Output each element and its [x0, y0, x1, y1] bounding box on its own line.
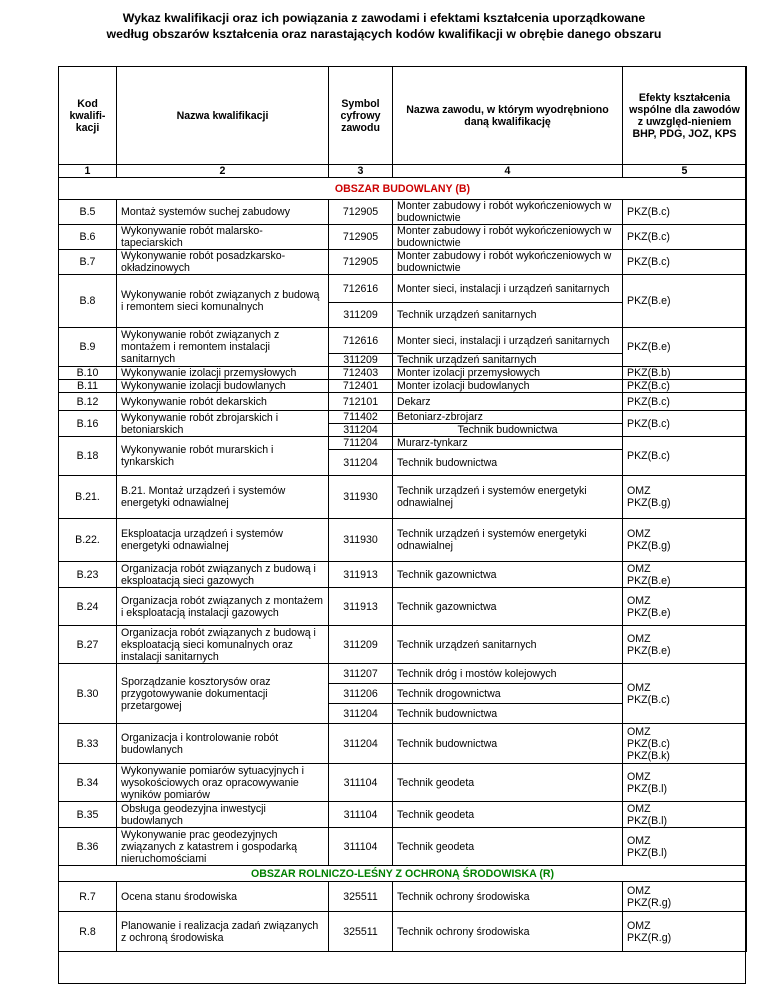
cell-symbol: 712905: [329, 250, 393, 275]
cell-zawod: Technik urządzeń i systemów energetyki odnawialnej: [393, 519, 623, 562]
cell-symbol: 311104: [329, 828, 393, 866]
cell-efekty: PKZ(B.e): [623, 328, 747, 367]
table-row: [59, 764, 747, 802]
cell-efekty: PKZ(B.c): [623, 437, 747, 476]
title-line-1: Wykaz kwalifikacji oraz ich powiązania z zawodami i efektami kształcenia uporządkowane: [122, 11, 646, 25]
table-row: [59, 912, 747, 952]
cell-efekty: OMZ PKZ(R.g): [623, 912, 747, 952]
column-number: 5: [623, 165, 747, 178]
table-row: [59, 519, 747, 562]
cell-nazwa: Wykonywanie robót malarsko-tapeciarskich: [117, 225, 329, 250]
table-row: [59, 393, 747, 411]
cell-zawod: Technik urządzeń sanitarnych: [393, 303, 623, 328]
header-row: [59, 67, 747, 165]
qualifications-table: [58, 66, 747, 952]
cell-zawod: Monter izolacji przemysłowych: [393, 367, 623, 380]
cell-zawod: Dekarz: [393, 393, 623, 411]
cell-efekty: PKZ(B.c): [623, 250, 747, 275]
cell-kod: B.7: [59, 250, 117, 275]
cell-symbol: 311206: [329, 684, 393, 704]
cell-symbol: 311204: [329, 450, 393, 476]
cell-symbol: 311930: [329, 519, 393, 562]
cell-nazwa: Montaż systemów suchej zabudowy: [117, 200, 329, 225]
cell-symbol: 311104: [329, 764, 393, 802]
cell-nazwa: Organizacja robót związanych z budową i eksploatacją sieci komunalnych oraz instalacji sanitarnych: [117, 626, 329, 664]
cell-nazwa: Wykonywanie robót związanych z montażem i remontem instalacji sanitarnych: [117, 328, 329, 367]
cell-efekty: OMZ PKZ(B.l): [623, 802, 747, 828]
cell-nazwa: Wykonywanie robót murarskich i tynkarskich: [117, 437, 329, 476]
cell-kod: B.33: [59, 724, 117, 764]
cell-kod: B.5: [59, 200, 117, 225]
cell-zawod: Betoniarz-zbrojarz: [393, 411, 623, 424]
cell-efekty: OMZ PKZ(R.g): [623, 882, 747, 912]
cell-kod: B.6: [59, 225, 117, 250]
cell-efekty: PKZ(B.c): [623, 200, 747, 225]
cell-kod: B.24: [59, 588, 117, 626]
cell-nazwa: Obsługa geodezyjna inwestycji budowlanych: [117, 802, 329, 828]
header-efekty: Efekty kształcenia wspólne dla zawodów z uwzględ-nieniem BHP, PDG, JOZ, KPS: [623, 67, 747, 165]
cell-kod: R.8: [59, 912, 117, 952]
cell-zawod: Monter zabudowy i robót wykończeniowych w budownictwie: [393, 200, 623, 225]
cell-zawod: Technik ochrony środowiska: [393, 912, 623, 952]
section-title-rolniczy: OBSZAR ROLNICZO-LEŚNY Z OCHRONĄ ŚRODOWISKA (R): [59, 866, 747, 882]
cell-zawod: Technik urządzeń sanitarnych: [393, 354, 623, 367]
cell-nazwa: Wykonywanie izolacji budowlanych: [117, 380, 329, 393]
cell-symbol: 712101: [329, 393, 393, 411]
table-row: [59, 476, 747, 519]
table-row: [59, 724, 747, 764]
table-row: [59, 225, 747, 250]
table-row: [59, 367, 747, 380]
cell-efekty: PKZ(B.c): [623, 225, 747, 250]
cell-nazwa: Wykonywanie robót posadzkarsko-okładzinowych: [117, 250, 329, 275]
column-number: 1: [59, 165, 117, 178]
table-row: [59, 411, 747, 424]
cell-efekty: PKZ(B.c): [623, 411, 747, 437]
cell-kod: B.22.: [59, 519, 117, 562]
cell-symbol: 311209: [329, 354, 393, 367]
cell-nazwa: Wykonywanie prac geodezyjnych związanych z katastrem i gospodarką nieruchomościami: [117, 828, 329, 866]
section-row: [59, 866, 747, 882]
cell-symbol: 311104: [329, 802, 393, 828]
cell-kod: B.10: [59, 367, 117, 380]
table-row: [59, 588, 747, 626]
cell-kod: B.34: [59, 764, 117, 802]
cell-nazwa: Wykonywanie pomiarów sytuacyjnych i wysokościowych oraz opracowywanie wyników pomiarów: [117, 764, 329, 802]
cell-zawod: Technik gazownictwa: [393, 562, 623, 588]
cell-symbol: 311209: [329, 303, 393, 328]
cell-zawod: Monter zabudowy i robót wykończeniowych w budownictwie: [393, 225, 623, 250]
table-row: [59, 664, 747, 684]
cell-kod: B.23: [59, 562, 117, 588]
cell-efekty: PKZ(B.c): [623, 393, 747, 411]
cell-symbol: 311930: [329, 476, 393, 519]
header-kod: Kod kwalifi-kacji: [59, 67, 117, 165]
cell-kod: B.8: [59, 275, 117, 328]
cell-zawod: Technik drogownictwa: [393, 684, 623, 704]
cell-symbol: 311913: [329, 562, 393, 588]
header-zawod: Nazwa zawodu, w którym wyodrębniono daną kwalifikację: [393, 67, 623, 165]
cell-efekty: OMZ PKZ(B.g): [623, 476, 747, 519]
section-title-budowlany: OBSZAR BUDOWLANY (B): [59, 178, 747, 200]
table-row: [59, 562, 747, 588]
cell-kod: B.16: [59, 411, 117, 437]
cell-efekty: OMZ PKZ(B.l): [623, 764, 747, 802]
cell-zawod: Technik geodeta: [393, 828, 623, 866]
cell-symbol: 325511: [329, 882, 393, 912]
table-row: [59, 828, 747, 866]
cell-symbol: 311204: [329, 424, 393, 437]
document-title: [14, 10, 754, 42]
cell-zawod: Technik geodeta: [393, 764, 623, 802]
cell-kod: B.11: [59, 380, 117, 393]
table-row: [59, 275, 747, 303]
table-row: [59, 250, 747, 275]
cell-zawod: Monter zabudowy i robót wykończeniowych w budownictwie: [393, 250, 623, 275]
title-line-2: według obszarów kształcenia oraz narastających kodów kwalifikacji w obrębie danego obszaru: [106, 27, 662, 41]
table-row: [59, 328, 747, 354]
cell-efekty: OMZ PKZ(B.c) PKZ(B.k): [623, 724, 747, 764]
cell-zawod: Monter sieci, instalacji i urządzeń sanitarnych: [393, 275, 623, 303]
cell-efekty: OMZ PKZ(B.c): [623, 664, 747, 724]
cell-nazwa: Organizacja robót związanych z montażem i eksploatacją instalacji gazowych: [117, 588, 329, 626]
cell-zawod: Technik urządzeń sanitarnych: [393, 626, 623, 664]
cell-symbol: 311209: [329, 626, 393, 664]
cell-symbol: 311913: [329, 588, 393, 626]
cell-symbol: 311204: [329, 704, 393, 724]
cell-nazwa: Wykonywanie robót zbrojarskich i betoniarskich: [117, 411, 329, 437]
cell-kod: B.27: [59, 626, 117, 664]
table-row: [59, 437, 747, 450]
table-row: [59, 380, 747, 393]
cell-kod: B.30: [59, 664, 117, 724]
header-nazwa: Nazwa kwalifikacji: [117, 67, 329, 165]
cell-kod: B.35: [59, 802, 117, 828]
cell-efekty: OMZ PKZ(B.g): [623, 519, 747, 562]
cell-kod: R.7: [59, 882, 117, 912]
cell-symbol: 311207: [329, 664, 393, 684]
cell-zawod: Technik gazownictwa: [393, 588, 623, 626]
cell-zawod: Technik budownictwa: [393, 424, 623, 437]
cell-symbol: 712616: [329, 275, 393, 303]
cell-kod: B.12: [59, 393, 117, 411]
cell-nazwa: B.21. Montaż urządzeń i systemów energetyki odnawialnej: [117, 476, 329, 519]
column-number: 2: [117, 165, 329, 178]
cell-zawod: Monter sieci, instalacji i urządzeń sanitarnych: [393, 328, 623, 354]
cell-efekty: OMZ PKZ(B.e): [623, 562, 747, 588]
cell-symbol: 311204: [329, 724, 393, 764]
table-row: [59, 200, 747, 225]
cell-zawod: Monter izolacji budowlanych: [393, 380, 623, 393]
cell-symbol: 712403: [329, 367, 393, 380]
cell-symbol: 325511: [329, 912, 393, 952]
cell-zawod: Technik geodeta: [393, 802, 623, 828]
column-number: 4: [393, 165, 623, 178]
cell-nazwa: Eksploatacja urządzeń i systemów energetyki odnawialnej: [117, 519, 329, 562]
cell-nazwa: Organizacja robót związanych z budową i eksploatacją sieci gazowych: [117, 562, 329, 588]
cell-nazwa: Wykonywanie robót związanych z budową i remontem sieci komunalnych: [117, 275, 329, 328]
cell-efekty: PKZ(B.e): [623, 275, 747, 328]
cell-zawod: Murarz-tynkarz: [393, 437, 623, 450]
column-number: 3: [329, 165, 393, 178]
cell-zawod: Technik budownictwa: [393, 450, 623, 476]
cell-efekty: PKZ(B.c): [623, 380, 747, 393]
cell-nazwa: Sporządzanie kosztorysów oraz przygotowywanie dokumentacji przetargowej: [117, 664, 329, 724]
cell-efekty: OMZ PKZ(B.e): [623, 588, 747, 626]
cell-efekty: OMZ PKZ(B.e): [623, 626, 747, 664]
table-row: [59, 626, 747, 664]
cell-symbol: 711204: [329, 437, 393, 450]
cell-kod: B.9: [59, 328, 117, 367]
cell-efekty: PKZ(B.b): [623, 367, 747, 380]
cell-zawod: Technik urządzeń i systemów energetyki odnawialnej: [393, 476, 623, 519]
cell-zawod: Technik ochrony środowiska: [393, 882, 623, 912]
cell-nazwa: Planowanie i realizacja zadań związanych z ochroną środowiska: [117, 912, 329, 952]
cell-kod: B.18: [59, 437, 117, 476]
cell-efekty: OMZ PKZ(B.l): [623, 828, 747, 866]
table-row: [59, 802, 747, 828]
cell-kod: B.36: [59, 828, 117, 866]
cell-symbol: 711402: [329, 411, 393, 424]
cell-symbol: 712401: [329, 380, 393, 393]
cell-zawod: Technik dróg i mostów kolejowych: [393, 664, 623, 684]
cell-symbol: 712616: [329, 328, 393, 354]
section-row: [59, 178, 747, 200]
cell-zawod: Technik budownictwa: [393, 724, 623, 764]
cell-zawod: Technik budownictwa: [393, 704, 623, 724]
cell-nazwa: Wykonywanie izolacji przemysłowych: [117, 367, 329, 380]
table-row: [59, 882, 747, 912]
cell-nazwa: Wykonywanie robót dekarskich: [117, 393, 329, 411]
cell-nazwa: Organizacja i kontrolowanie robót budowlanych: [117, 724, 329, 764]
cell-kod: B.21.: [59, 476, 117, 519]
cell-nazwa: Ocena stanu środowiska: [117, 882, 329, 912]
cell-symbol: 712905: [329, 225, 393, 250]
column-number-row: [59, 165, 747, 178]
cell-symbol: 712905: [329, 200, 393, 225]
header-symbol: Symbol cyfrowy zawodu: [329, 67, 393, 165]
